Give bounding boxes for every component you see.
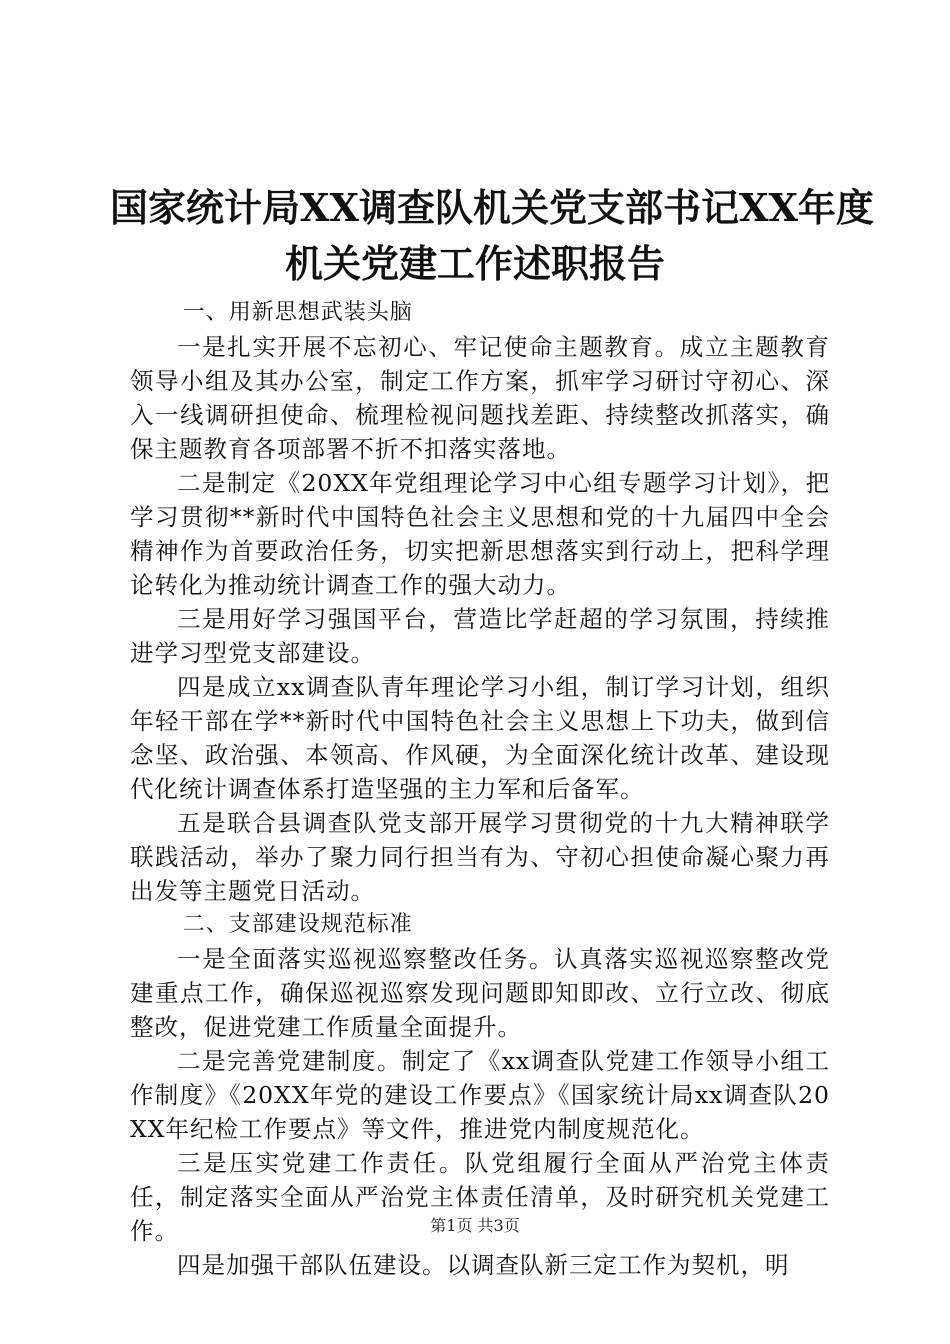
section-1-heading: 一、用新思想武装头脑 [182,300,413,325]
section-2-paragraph-2: 二是完善党建制度。制定了《xx调查队党建工作领导小组工作制度》《20XX年党的建设工作要点》《国家统计局xx调查队20XX年纪检工作要点》等文件，推进党内制度规范化。 [130,1047,830,1143]
section-1-paragraph-2: 二是制定《20XX年党组理论学习中心组专题学习计划》，把学习贯彻**新时代中国特色社会主义思想和党的十九届四中全会精神作为首要政治任务，切实把新思想落实到行动上，把科学理论转化为推动统计调查工作的强大动力。 [130,469,830,599]
document-body [130,296,830,1282]
title-line-1: 国家统计局XX调查队机关党支部书记XX年度 [110,185,874,230]
title-line-2: 机关党建工作述职报告 [284,241,665,286]
section-1-paragraph-5: 五是联合县调查队党支部开展学习贯彻党的十九大精神联学联践活动，举办了聚力同行担当有为、守初心担使命凝心聚力再出发等主题党日活动。 [130,809,830,905]
page-footer: 第1页 共3页 [430,1216,520,1235]
section-2-heading: 二、支部建设规范标准 [182,912,413,937]
section-2-paragraph-1: 一是全面落实巡视巡察整改任务。认真落实巡视巡察整改党建重点工作，确保巡视巡察发现问题即知即改、立行立改、彻底整改，促进党建工作质量全面提升。 [130,945,830,1041]
section-1-paragraph-4: 四是成立xx调查队青年理论学习小组，制订学习计划，组织年轻干部在学**新时代中国特色社会主义思想上下功夫，做到信念坚、政治强、本领高、作风硬，为全面深化统计改革、建设现代化统计调查体系打造坚强的主力军和后备军。 [130,673,830,803]
section-1-paragraph-1: 一是扎实开展不忘初心、牢记使命主题教育。成立主题教育领导小组及其办公室，制定工作方案，抓牢学习研讨守初心、深入一线调研担使命、梳理检视问题找差距、持续整改抓落实，确保主题教育各项部署不折不扣落实落地。 [130,333,830,463]
section-1-paragraph-3: 三是用好学习强国平台，营造比学赶超的学习氛围，持续推进学习型党支部建设。 [130,605,830,667]
section-2-paragraph-3: 三是压实党建工作责任。队党组履行全面从严治党主体责任，制定落实全面从严治党主体责任清单，及时研究机关党建工作。 [130,1149,830,1245]
document-title [110,180,874,292]
section-2-paragraph-4: 四是加强干部队伍建设。以调查队新三定工作为契机，明 [177,1251,790,1279]
